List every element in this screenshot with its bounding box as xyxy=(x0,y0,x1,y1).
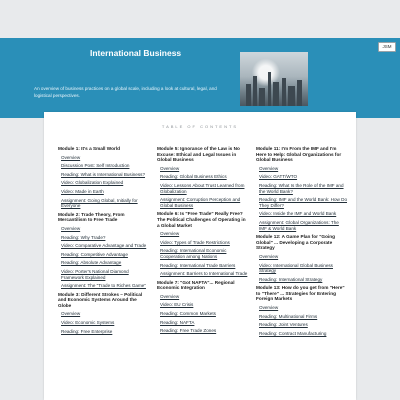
toc-link[interactable]: Video: Lessons About Trust Learned from Globalization xyxy=(160,182,245,194)
toc-link[interactable]: Reading: International Economic Cooperation among Nations xyxy=(160,248,227,259)
toc-link[interactable]: Assignment: The "Trade to Riches Game" xyxy=(61,283,146,289)
toc-link[interactable]: Reading: Free Enterprise xyxy=(61,328,113,334)
toc-link[interactable]: Assignment: Going Global, Initially for Everyone xyxy=(61,197,138,209)
toc-link[interactable]: Overview xyxy=(61,225,81,231)
module-title: Module 6: Is "Free Trade" Really Free? The Political Challenges of Operating in a Global Market xyxy=(157,211,246,228)
module-section xyxy=(157,280,249,334)
course-banner xyxy=(0,38,400,118)
toc-link[interactable]: Overview xyxy=(61,154,81,160)
toc-link[interactable]: Reading: International Trade Barriers xyxy=(160,262,236,268)
toc-link[interactable]: Overview xyxy=(259,253,279,259)
toc-link[interactable]: Video: Made in Earth xyxy=(61,188,104,194)
toc-link[interactable]: Reading: IMF and the World Bank: How Do They Differ? xyxy=(259,197,348,208)
course-description: An overview of business practices on a global scale, including a look at cultural, legal, and logistical perspectives. xyxy=(34,86,217,98)
toc-link[interactable]: Assignment: Corruption Perception and Global Business xyxy=(160,197,241,208)
module-title: Module 11: I'm From the IMF and I'm Here to Help: Global Organizations for Global Business xyxy=(256,146,342,163)
toc-link[interactable]: Assignment: Barriers to International Trade xyxy=(160,271,248,277)
toc-link[interactable]: Video: GATT/WTO xyxy=(259,174,298,180)
toc-link[interactable]: Video: Porter's National Diamond Framework Explained xyxy=(61,268,129,280)
course-cover-image xyxy=(240,52,308,106)
module-section xyxy=(58,212,150,289)
module-title: Module 1: It's a Small World xyxy=(58,146,120,151)
module-section xyxy=(157,146,249,208)
toc-link[interactable]: Reading: Absolute Advantage xyxy=(61,260,122,266)
toc-link[interactable]: Reading: NAFTA xyxy=(160,319,195,325)
toc-link[interactable]: Reading: What Is the Role of the IMF and the World Bank? xyxy=(259,182,344,194)
module-section xyxy=(256,234,348,282)
toc-column xyxy=(58,146,150,337)
module-title: Module 13: How do you get from "Here" to "There" ... Strategies for Entering Foreign Markets xyxy=(256,285,345,302)
toc-column xyxy=(157,146,249,337)
toc-link[interactable]: Overview xyxy=(259,305,279,311)
module-section xyxy=(256,146,348,231)
toc-heading: TABLE OF CONTENTS xyxy=(161,124,239,129)
module-title: Module 3: Different Strokes – Political and Economic Systems Around the Globe xyxy=(58,291,143,308)
module-section xyxy=(58,292,150,335)
module-section xyxy=(256,285,348,336)
toc-link[interactable]: Reading: Common Markets xyxy=(160,311,216,317)
toc-link[interactable]: Reading: What is International Business? xyxy=(61,171,146,177)
toc-link[interactable]: Assignment: Global Organizations: The IMF & World Bank xyxy=(259,219,339,231)
module-section xyxy=(157,211,249,276)
table-of-contents xyxy=(44,112,356,400)
toc-link[interactable]: Reading: International Strategy xyxy=(259,276,323,282)
course-title: International Business xyxy=(90,48,182,58)
toc-link[interactable]: Reading: Free Trade Zones xyxy=(160,328,217,334)
toc-link[interactable]: Discussion Post: Self Introduction xyxy=(61,163,130,169)
toc-link[interactable]: Overview xyxy=(259,165,279,171)
toc-link[interactable]: Reading: Why Trade? xyxy=(61,234,106,240)
toc-link[interactable]: Video: Economic Systems xyxy=(61,320,115,326)
toc-link[interactable]: Video: International Global Business Strategy xyxy=(259,262,333,274)
toc-link[interactable]: Overview xyxy=(160,231,180,237)
toc-link[interactable]: Overview xyxy=(160,293,180,299)
toc-link[interactable]: Reading: Competitive Advantage xyxy=(61,251,128,257)
toc-link[interactable]: Overview xyxy=(160,165,180,171)
module-title: Module 5: Ignorance of the Law is No Excuse: Ethical and Legal Issues in Global Business xyxy=(157,146,240,163)
toc-link[interactable]: Reading: Contract Manufacturing xyxy=(259,330,327,336)
toc-link[interactable]: Overview xyxy=(61,311,81,317)
toc-link[interactable]: Video: Inside the IMF and World Bank xyxy=(259,211,337,217)
toc-link[interactable]: Video: Globalization Explained xyxy=(61,180,124,186)
toc-link[interactable]: Video: Types of Trade Restrictions xyxy=(160,239,230,245)
module-title: Module 2: Trade Theory, From Mercantilism to Free Trade xyxy=(58,211,125,223)
login-button[interactable]: JSM xyxy=(378,42,396,52)
toc-link[interactable]: Reading: Global Business Ethics xyxy=(160,174,227,180)
module-title: Module 7: "Got NAFTA"... Regional Economic Integration xyxy=(157,279,235,291)
toc-link[interactable]: Reading: Joint Ventures xyxy=(259,322,308,328)
module-section xyxy=(58,146,150,209)
toc-link[interactable]: Video: EU Crisis xyxy=(160,302,194,308)
toc-link[interactable]: Video: Comparative Advantage and Trade xyxy=(61,243,147,249)
toc-column xyxy=(256,146,348,339)
module-title: Module 12: A Game Plan for "Going Global" ... Developing a Corporate Strategy xyxy=(256,234,335,251)
toc-link[interactable]: Reading: Multinational Firms xyxy=(259,313,318,319)
